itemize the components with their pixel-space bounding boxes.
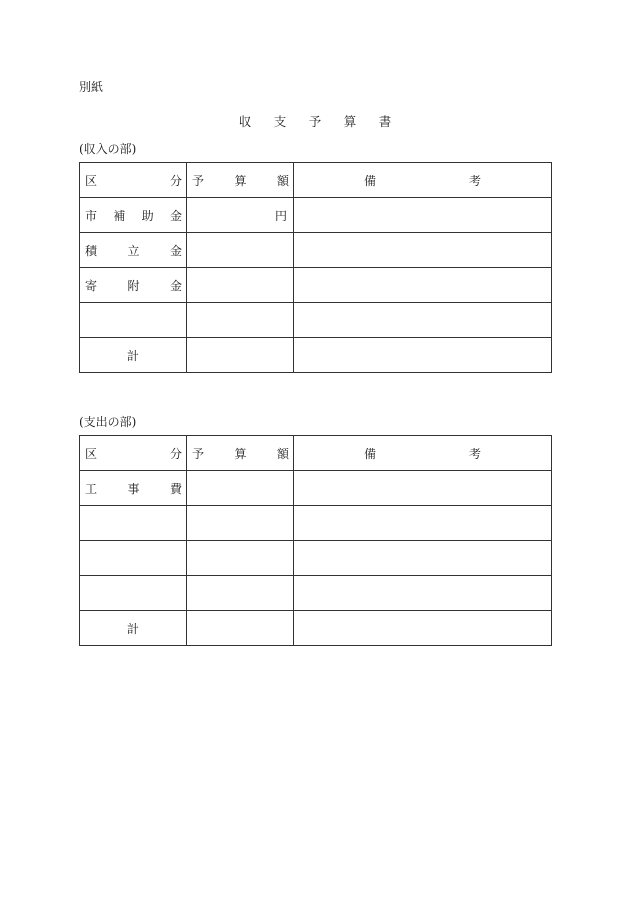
- amount-cell[interactable]: [187, 506, 294, 541]
- header-amount-cell: [187, 436, 294, 471]
- title-char: 予: [308, 114, 322, 129]
- expense-section-heading: (支出の部): [79, 415, 137, 429]
- category-char: 附: [127, 278, 140, 293]
- category-cell[interactable]: [80, 303, 187, 338]
- category-char: 金: [169, 278, 182, 293]
- category-cell[interactable]: [80, 541, 187, 576]
- header-amount-char: 算: [234, 446, 247, 461]
- title-char: 算: [343, 114, 357, 129]
- category-char: 金: [169, 243, 182, 258]
- category-cell: [80, 268, 187, 303]
- income-section-heading: (収入の部): [79, 142, 137, 156]
- header-note-char: 考: [468, 446, 481, 461]
- category-char: 補: [113, 208, 126, 223]
- header-category-cell: [80, 163, 187, 198]
- category-char: 事: [127, 481, 140, 496]
- note-cell[interactable]: [294, 233, 552, 268]
- total-amount-cell[interactable]: [187, 338, 294, 373]
- table-row: [80, 471, 552, 506]
- category-cell[interactable]: [80, 506, 187, 541]
- category-char: 積: [85, 243, 98, 258]
- category-char: 金: [169, 208, 182, 223]
- header-category-char: 区: [85, 173, 98, 188]
- table-row: [80, 541, 552, 576]
- total-note-cell[interactable]: [294, 611, 552, 646]
- category-char: 助: [141, 208, 154, 223]
- header-amount-cell: [187, 163, 294, 198]
- category-char: 立: [127, 243, 140, 258]
- category-cell[interactable]: [80, 576, 187, 611]
- header-note-cell: [294, 436, 552, 471]
- total-label-cell: 計: [80, 338, 187, 373]
- title-char: 収: [238, 114, 252, 129]
- note-cell[interactable]: [294, 471, 552, 506]
- header-amount-char: 予: [192, 173, 205, 188]
- header-category-char: 区: [85, 446, 98, 461]
- expense-header-row: [80, 436, 552, 471]
- total-amount-cell[interactable]: [187, 611, 294, 646]
- total-row: [80, 611, 552, 646]
- note-cell[interactable]: [294, 303, 552, 338]
- category-char: 市: [85, 208, 98, 223]
- header-note-char: 考: [468, 173, 481, 188]
- title-char: 書: [378, 114, 392, 129]
- amount-cell[interactable]: 円: [187, 198, 294, 233]
- income-header-row: [80, 163, 552, 198]
- note-cell[interactable]: [294, 576, 552, 611]
- header-category-cell: [80, 436, 187, 471]
- header-amount-char: 予: [192, 446, 205, 461]
- category-cell: [80, 471, 187, 506]
- table-row: [80, 233, 552, 268]
- note-cell[interactable]: [294, 268, 552, 303]
- category-char: 寄: [85, 278, 98, 293]
- note-cell[interactable]: [294, 506, 552, 541]
- category-cell: [80, 233, 187, 268]
- amount-cell[interactable]: [187, 576, 294, 611]
- total-note-cell[interactable]: [294, 338, 552, 373]
- table-row: [80, 303, 552, 338]
- category-char: 工: [85, 481, 98, 496]
- income-table: [79, 162, 552, 373]
- table-row: [80, 576, 552, 611]
- header-note-cell: [294, 163, 552, 198]
- header-category-char: 分: [169, 446, 182, 461]
- header-amount-char: 額: [276, 446, 289, 461]
- header-amount-char: 算: [234, 173, 247, 188]
- category-char: 費: [169, 481, 182, 496]
- amount-cell[interactable]: [187, 233, 294, 268]
- document-title: [0, 112, 630, 130]
- header-category-char: 分: [169, 173, 182, 188]
- amount-cell[interactable]: [187, 303, 294, 338]
- table-row: [80, 198, 552, 233]
- note-cell[interactable]: [294, 541, 552, 576]
- header-amount-char: 額: [276, 173, 289, 188]
- total-row: [80, 338, 552, 373]
- amount-cell[interactable]: [187, 541, 294, 576]
- table-row: [80, 506, 552, 541]
- header-note-char: 備: [364, 446, 377, 461]
- amount-cell[interactable]: [187, 268, 294, 303]
- total-label-cell: 計: [80, 611, 187, 646]
- title-char: 支: [273, 114, 287, 129]
- amount-cell[interactable]: [187, 471, 294, 506]
- category-cell: [80, 198, 187, 233]
- attachment-label: 別紙: [79, 80, 104, 94]
- expense-table: [79, 435, 552, 646]
- header-note-char: 備: [364, 173, 377, 188]
- note-cell[interactable]: [294, 198, 552, 233]
- table-row: [80, 268, 552, 303]
